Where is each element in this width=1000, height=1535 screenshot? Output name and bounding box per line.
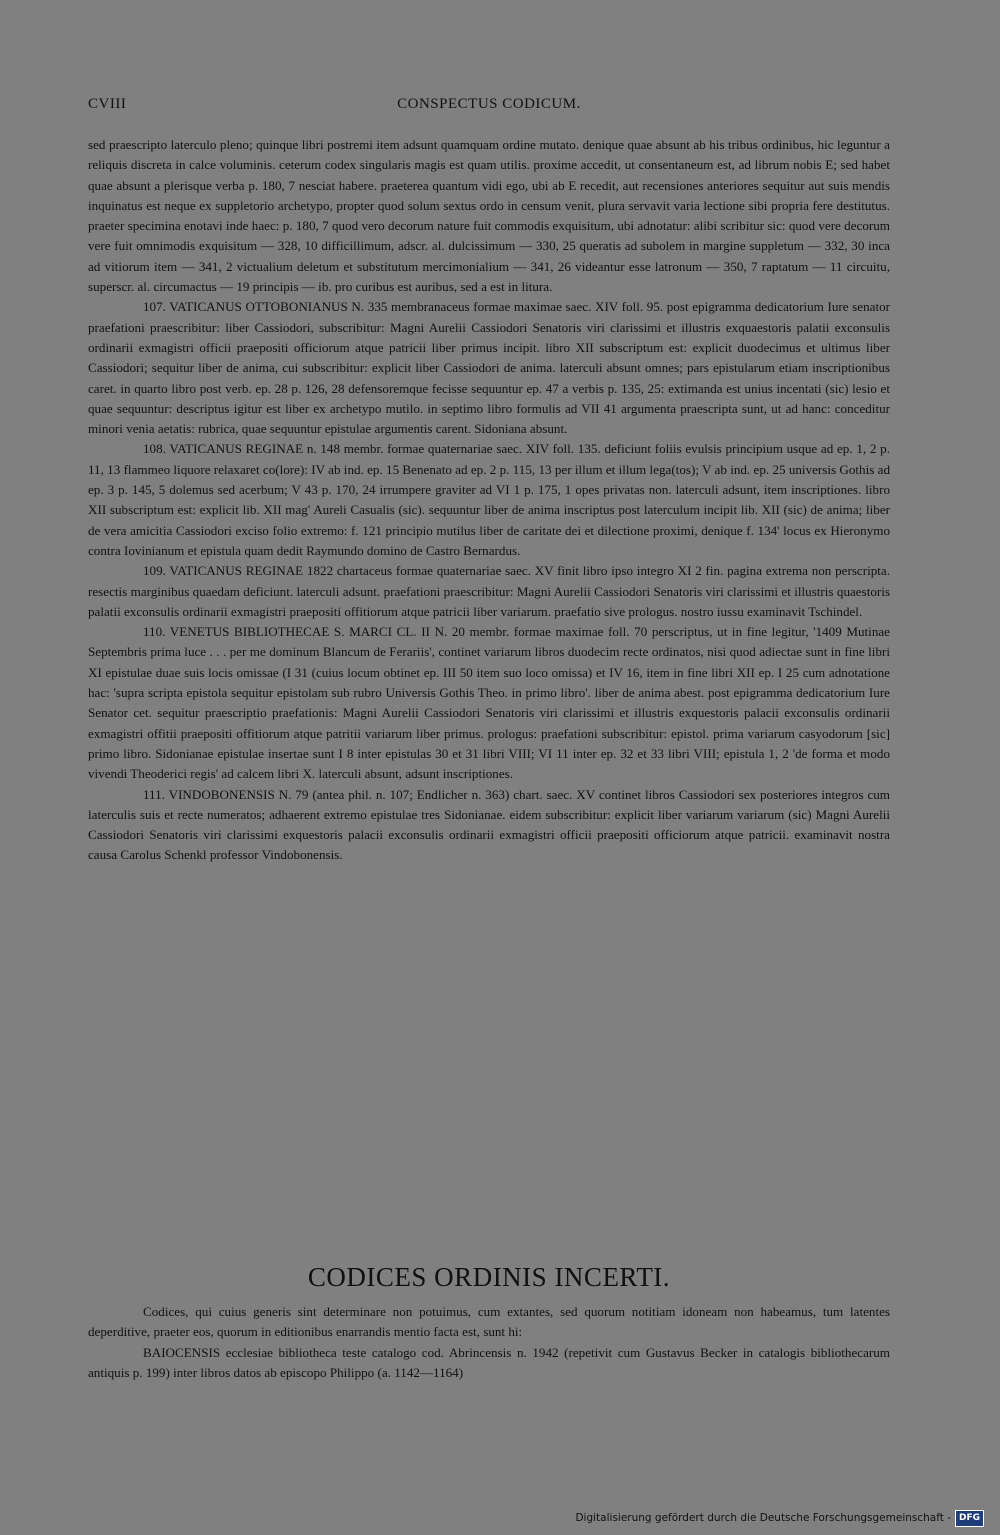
footer-text: Digitalisierung gefördert durch die Deutsche Forschungsgemeinschaft -	[575, 1512, 951, 1524]
main-text	[88, 135, 890, 866]
section-intro: Codices, qui cuius generis sint determinare non potuimus, cum extantes, sed quorum notitiam idoneam non habeamus, tum latentes deperditive, praeter eos, quorum in editionibus enarrandis mentio facta est, sunt hi:	[88, 1304, 890, 1340]
section-text	[88, 1302, 890, 1383]
entry-111: 111. VINDOBONENSIS N. 79 (antea phil. n. 107; Endlicher n. 363) chart. saec. XV continet libros Cassiodori sex posteriores integros cum laterculis suis et recte numeratos; adhaerent extremo epistulae tres Sidonianae. eidem subscribitur: explicit liber variarum variarum (sic) Magni Aurelii Cassiodori Senatoris viri clarissimi exquestoris palacii exconsulis ordinarii exmagistri officii praepositi officiorum atque patricii. examinavit nostra causa Carolus Schenkl professor Vindobonensis.	[88, 786, 890, 863]
entry-baiocensis: BAIOCENSIS ecclesiae bibliotheca teste catalogo cod. Abrincensis n. 1942 (repetivit cum Gustavus Becker in catalogis bibliothecarum antiquis p. 199) inter libros datos ab episcopo Philippo (a. 1142—1164)	[88, 1344, 890, 1380]
running-title: CONSPECTUS CODICUM.	[397, 96, 581, 112]
entry-108: 108. VATICANUS REGINAE n. 148 membr. formae quaternariae saec. XIV foll. 135. deficiunt foliis evulsis principium usque ad ep. 1, 2 p. 11, 13 flammeo liquore relaxaret co(lore): IV ab ind. ep. 15 Benenato ad ep. 2 p. 115, 13 per illum et illum lega(tos); V ab ind. ep. 25 universis Gothis ad ep. 3 p. 145, 5 dolemus sed acerbum; V 43 p. 170, 24 irrumpere graviter ad VI 1 p. 175, 1 opes privatas non. laterculi adsunt, item inscriptiones. libro XII subscriptum est: explicit lib. XII mag' Aureli Casualis (sic). sequuntur liber de anima inscriptus post laterculum incipit lib. XII (sic) de anima; liber de vera amicitia Cassiodori exciso folio extremo: f. 121 principio mutilus liber de caritate dei et dilectione proximi, denique f. 134' locus ex Hieronymo contra Iovinianum et epistula quam dedit Raymundo domino de Castro Bernardus.	[88, 441, 890, 558]
digitization-footer	[575, 1509, 984, 1527]
entry-110: 110. VENETUS BIBLIOTHECAE S. MARCI CL. II N. 20 membr. formae maximae foll. 70 perscriptus, ut in fine legitur, '1409 Mutinae Septembris prima luce . . . per me dominum Blancum de Ferariis', continet variarum libros duodecim recte ordinatos, nisi quod adiectae sunt in fine libri XI epistulae duae suis locis omissae (I 31 (cuius locum obtinet ep. III 50 item suo loco omissa) et IV 16, item in fine libri XII ep. I 25 cum adnotatione hac: 'supra scripta epistola sequitur epistolam sub rubro Universis Gothis Theo. in primo libro'. liber de anima abest. post epigramma dedicatorium Iure Senator cet. sequitur praescriptio praefationis: Magni Aurelii Cassiodori Senatoris viri clarissimi et illustris exquestoris palacii exconsulis ordinarii exmagistri offitii praepositi offitiorum atque patritii variarum liber primus. prologus: praefationi subscribitur: epistol. prima variarum casyodorum [sic] primo libro. Sidonianae epistulae insertae sunt I 8 inter epistulas 30 et 31 libri VIII; VI 11 inter ep. 32 et 33 libri VIII; epistula 1, 2 'de forma et modo vivendi Theoderici regis' ad calcem libri X. laterculi absunt, adsunt inscriptiones.	[88, 624, 890, 782]
dfg-logo: DFG	[955, 1510, 984, 1527]
folio-number: CVIII	[88, 96, 127, 112]
paragraph-continuation: sed praescripto laterculo pleno; quinque libri postremi item adsunt quamquam ordine mutato. denique quae absunt ab his tribus ordinibus, hic leguntur a reliquis discreta in calce voluminis. ceterum codex singularis magis est quam utilis. proxime accedit, ut consentaneum est, ad librum nobis E; sed habet quae absunt a plerisque verba p. 180, 7 nesciat habere. praeterea quantum vidi ego, ubi ab E recedit, aut recensiones anteriores sequitur aut suis mendis inquinatus est neque ex suppletorio archetypo, propter quod solum sextus ordo in censum venit, plura servavit varia lectione sibi propria fere destitutus. praeter specimina enotavi inde haec: p. 180, 7 quod vero decorum nature fuit commodis exquisitum, ubi adnotatur: alibi scribitur sic: quod vere decorum vere fuit omnimodis exquisitum — 328, 10 difficillimum, adscr. al. dulcissimum — 330, 25 queratis ad subolem in margine suppletum — 332, 30 inca ad vitiorum item — 341, 2 victualium deletum et substitutum mercimonialium — 341, 26 videantur esse latronum — 350, 7 raptatum — 11 circuitu, superscr. al. circumactus — 19 principis — ib. pro curibus est auribus, sed a est in litura.	[88, 137, 890, 295]
entry-109: 109. VATICANUS REGINAE 1822 chartaceus formae quaternariae saec. XV finit libro ipso integro XI 2 fin. pagina extrema non perscripta. resectis marginibus quaedam deficiunt. laterculi adsunt. praefationi praescribitur: Magni Aurelii Cassiodori Senatoris viri clarissimi et illustris quaestoris palatii exconsulis ordinarii exmagistri praepositi offitiorum atque patricii liber variarum. praefatio sive prologus. nostro iussu examinavit Tschindel.	[88, 563, 890, 619]
page-header	[88, 96, 890, 118]
section-heading: CODICES ORDINIS INCERTI.	[307, 1262, 671, 1292]
entry-107: 107. VATICANUS OTTOBONIANUS N. 335 membranaceus formae maximae saec. XIV foll. 95. post epigramma dedicatorium Iure senator praefationi praescribitur: liber Cassiodori, subscribitur: Magni Aurelii Cassiodori Senatoris viri clarissimi et illustris exquaestoris palatii exconsulis ordinarii exmagistri officii praepositi officiorum atque patricii liber primus incipit. libro XII subscriptum est: explicit duodecimus et ultimus liber Cassiodori; sequitur liber de anima, cui subscribitur: explicit liber Cassiodori de anima. laterculi absunt omnes; pars epistularum etiam inscriptionibus caret. in quarto libro post verb. ep. 28 p. 126, 28 defensoremque fecisse sequuntur ep. 47 a verbis p. 135, 25: extimanda est unius incentati (sic) lesio et quae sequuntur: descriptus igitur est liber ex archetypo mutilo. in septimo libro formulis ad VII 41 argumenta praescripta sunt, ut ad hanc: conceditur minori venia aetatis: rubrica, quae sequuntur epistulae argumentis carent. Sidoniana absunt.	[88, 299, 890, 437]
